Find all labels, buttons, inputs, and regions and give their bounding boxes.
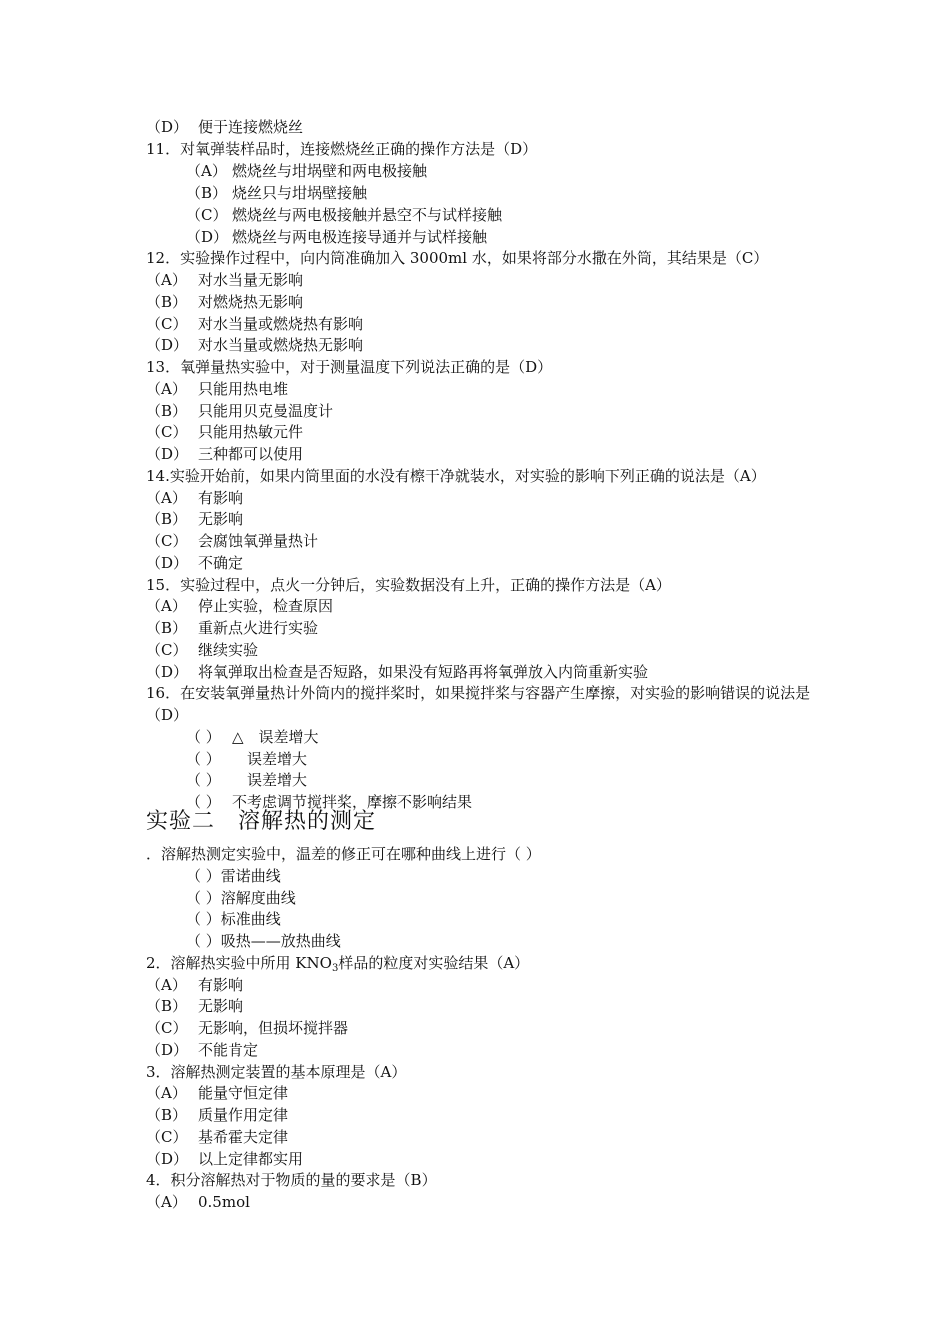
option-label: （D） <box>146 1041 189 1059</box>
option-text: 停止实验，检查原因 <box>198 597 334 615</box>
q11-option-c <box>186 205 502 225</box>
option-text: 无影响，但损坏搅拌器 <box>198 1019 349 1037</box>
option-text: 误差增大 <box>232 771 308 789</box>
q14-option-a <box>146 488 243 508</box>
stem-text: 2．溶解热实验中所用 KNO <box>146 954 332 972</box>
option-label: （C） <box>146 423 188 441</box>
option-label: （A） <box>146 1193 187 1211</box>
option-text: 将氧弹取出检查是否短路，如果没有短路再将氧弹放入内筒重新实验 <box>198 663 649 681</box>
s2q3-option-b <box>146 1105 288 1125</box>
option-text: 便于连接燃烧丝 <box>198 118 304 136</box>
option-label: （D） <box>146 336 189 354</box>
option-label: （C） <box>146 532 188 550</box>
option-label: （D） <box>146 554 189 572</box>
option-label: （D） <box>186 228 229 246</box>
option-text: 对水当量或燃烧热有影响 <box>198 315 364 333</box>
option-text: 对水当量无影响 <box>198 271 304 289</box>
option-text: 不能肯定 <box>198 1041 259 1059</box>
option-label: （A） <box>186 162 227 180</box>
option-label: （B） <box>186 184 228 202</box>
option-label: （ ） <box>186 889 221 907</box>
s2q3-option-c <box>146 1127 288 1147</box>
q13-option-d <box>146 444 303 464</box>
q14-option-d <box>146 553 243 573</box>
option-text: 无影响 <box>198 997 244 1015</box>
s2q1-option-2 <box>186 888 296 908</box>
option-text: 溶解度曲线 <box>220 889 296 907</box>
q16-option-3 <box>186 770 307 790</box>
q15-option-c <box>146 640 258 660</box>
q15-option-d <box>146 662 648 682</box>
q12-option-b <box>146 292 303 312</box>
option-label: （A） <box>146 597 187 615</box>
option-label: （C） <box>146 641 188 659</box>
option-text: 质量作用定律 <box>198 1106 289 1124</box>
s2q2-option-d <box>146 1040 258 1060</box>
option-text: 误差增大 <box>232 750 308 768</box>
option-text: 不确定 <box>198 554 244 572</box>
option-text: 基希霍夫定律 <box>198 1128 289 1146</box>
option-text: 只能用热电堆 <box>198 380 289 398</box>
option-text: 只能用贝克曼温度计 <box>198 402 334 420</box>
option-label: （D） <box>146 1150 189 1168</box>
q12-option-c <box>146 314 363 334</box>
q12-option-a <box>146 270 303 290</box>
q10-option-d <box>146 117 303 137</box>
option-text: 对燃烧热无影响 <box>198 293 304 311</box>
s2q2-option-c <box>146 1018 348 1038</box>
q13-stem: 13．氧弹量热实验中，对于测量温度下列说法正确的是（D） <box>146 358 553 376</box>
option-label: （B） <box>146 997 188 1015</box>
q15-option-a <box>146 596 333 616</box>
section-heading: 实验二 溶解热的测定 <box>146 809 377 834</box>
q14-stem: 14.实验开始前，如果内筒里面的水没有檫干净就装水，对实验的影响下列正确的说法是（A） <box>146 467 766 485</box>
s2q1-option-3 <box>186 909 281 929</box>
option-text: 燃烧丝与坩埚壁和两电极接触 <box>232 162 428 180</box>
option-text: 烧丝只与坩埚壁接触 <box>232 184 368 202</box>
option-text: 0.5mol <box>198 1193 250 1211</box>
q15-stem: 15．实验过程中，点火一分钟后，实验数据没有上升，正确的操作方法是（A） <box>146 576 671 594</box>
option-label: （D） <box>146 445 189 463</box>
s2q1-stem: ．溶解热测定实验中，温差的修正可在哪种曲线上进行（ ） <box>146 845 541 863</box>
option-text: 燃烧丝与两电极连接导通并与试样接触 <box>232 228 488 246</box>
option-label: （ ） <box>186 750 221 768</box>
option-label: （A） <box>146 380 187 398</box>
q11-option-a <box>186 161 427 181</box>
option-label: （B） <box>146 293 188 311</box>
subscript: 3 <box>331 963 339 974</box>
q11-stem: 11．对氧弹装样品时，连接燃烧丝正确的操作方法是（D） <box>146 140 538 158</box>
q14-option-b <box>146 509 243 529</box>
s2q2-option-a <box>146 975 243 995</box>
q15-option-b <box>146 618 318 638</box>
option-label: （C） <box>186 206 228 224</box>
option-text: 对水当量或燃烧热无影响 <box>198 336 364 354</box>
option-label: （C） <box>146 1019 188 1037</box>
q16-stem: 16．在安装氧弹量热计外筒内的搅拌桨时，如果搅拌桨与容器产生摩擦，对实验的影响错误的说法是（D） <box>146 684 811 724</box>
s2q2-option-b <box>146 996 243 1016</box>
option-label: （D） <box>146 663 189 681</box>
q11-option-d <box>186 227 487 247</box>
option-label: （D） <box>146 118 189 136</box>
option-label: （A） <box>146 1084 187 1102</box>
q13-option-b <box>146 401 333 421</box>
option-label: （A） <box>146 976 187 994</box>
option-label: （ ） <box>186 867 221 885</box>
option-text: 燃烧丝与两电极接触并悬空不与试样接触 <box>232 206 503 224</box>
option-text: 能量守恒定律 <box>198 1084 289 1102</box>
option-text: △ 误差增大 <box>232 728 319 746</box>
option-text: 雷诺曲线 <box>220 867 281 885</box>
option-label: （ ） <box>186 793 221 811</box>
option-text: 吸热——放热曲线 <box>220 932 341 950</box>
option-label: （B） <box>146 619 188 637</box>
s2q4-stem: 4．积分溶解热对于物质的量的要求是（B） <box>146 1171 437 1189</box>
option-label: （A） <box>146 271 187 289</box>
stem-text-rest: 样品的粒度对实验结果（A） <box>338 954 530 972</box>
q11-option-b <box>186 183 367 203</box>
option-text: 继续实验 <box>198 641 259 659</box>
option-label: （ ） <box>186 932 221 950</box>
option-label: （B） <box>146 510 188 528</box>
option-text: 以上定律都实用 <box>198 1150 304 1168</box>
option-text: 重新点火进行实验 <box>198 619 319 637</box>
q16-option-1 <box>186 727 319 747</box>
s2q1-option-4 <box>186 931 341 951</box>
s2q3-stem: 3．溶解热测定装置的基本原理是（A） <box>146 1063 407 1081</box>
option-label: （A） <box>146 489 187 507</box>
option-label: （ ） <box>186 728 221 746</box>
q16-option-2 <box>186 749 307 769</box>
option-label: （ ） <box>186 771 221 789</box>
q12-option-d <box>146 335 363 355</box>
option-label: （C） <box>146 1128 188 1146</box>
s2q3-option-d <box>146 1149 303 1169</box>
option-text: 有影响 <box>198 976 244 994</box>
q13-option-a <box>146 379 288 399</box>
q14-option-c <box>146 531 318 551</box>
option-label: （B） <box>146 402 188 420</box>
q13-option-c <box>146 422 303 442</box>
option-text: 三种都可以使用 <box>198 445 304 463</box>
option-label: （ ） <box>186 910 221 928</box>
option-label: （B） <box>146 1106 188 1124</box>
option-label: （C） <box>146 315 188 333</box>
option-text: 不考虑调节搅拌桨，摩擦不影响结果 <box>232 793 473 811</box>
s2q1-option-1 <box>186 866 281 886</box>
option-text: 有影响 <box>198 489 244 507</box>
s2q4-option-a <box>146 1192 250 1212</box>
option-text: 只能用热敏元件 <box>198 423 304 441</box>
option-text: 标准曲线 <box>220 910 281 928</box>
q12-stem: 12．实验操作过程中，向内筒准确加入 3000ml 水，如果将部分水撒在外筒，其结果是（C） <box>146 249 769 267</box>
s2q3-option-a <box>146 1083 288 1103</box>
option-text: 无影响 <box>198 510 244 528</box>
option-text: 会腐蚀氧弹量热计 <box>198 532 319 550</box>
